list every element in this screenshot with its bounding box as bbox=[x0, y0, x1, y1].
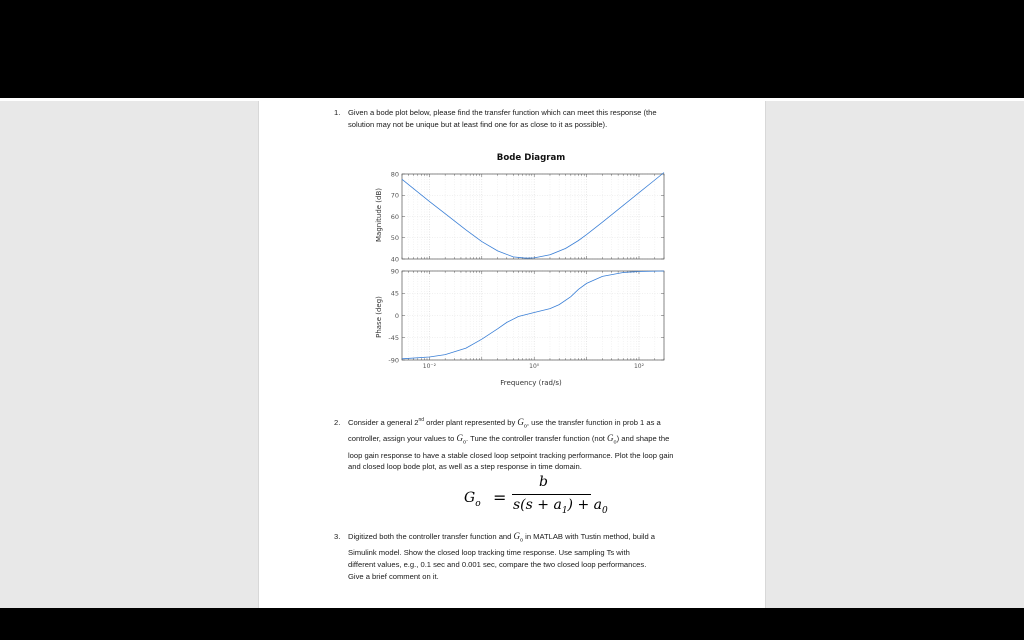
phase-ytick-label: 0 bbox=[394, 311, 399, 320]
magnitude-ytick-label: 80 bbox=[390, 170, 399, 179]
question-line: loop gain response to have a stable closed loop setpoint tracking performance. Plot the loop gain bbox=[348, 450, 674, 460]
question-line: Simulink model. Show the closed loop tracking time response. Use sampling Ts with bbox=[348, 548, 630, 558]
magnitude-ytick-label: 40 bbox=[390, 255, 399, 264]
phase-axes bbox=[388, 267, 664, 370]
magnitude-ylabel: Magnitude (dB) bbox=[375, 187, 383, 243]
plant-transfer-function bbox=[459, 474, 609, 518]
formula-equals: = bbox=[493, 488, 507, 507]
question-line: Give a brief comment on it. bbox=[348, 571, 439, 581]
question-line: Consider a general 2nd order plant represented by $G_o$, use the transfer function in prob 1 as a bbox=[348, 417, 661, 430]
phase-ytick-label: 90 bbox=[390, 267, 399, 276]
phase-ytick-label: -90 bbox=[388, 356, 399, 365]
question-line: and closed loop bode plot, as well as a step response in time domain. bbox=[348, 462, 582, 472]
question-line: Given a bode plot below, please find the transfer function which can meet this response (the bbox=[348, 108, 657, 117]
magnitude-ytick-label: 60 bbox=[390, 212, 399, 221]
formula-denominator: $s(s + a_1) + a_0$ bbox=[513, 497, 608, 516]
bode-diagram bbox=[259, 147, 765, 397]
question-number: 1. bbox=[334, 108, 341, 117]
bottom-black-bar bbox=[0, 608, 1024, 640]
formula-lhs: $G_o$ bbox=[464, 490, 481, 509]
fraction-bar bbox=[512, 494, 591, 495]
document-page[interactable] bbox=[258, 101, 766, 608]
formula-numerator: b bbox=[539, 474, 548, 490]
question-number: 2. bbox=[334, 418, 341, 427]
top-black-bar bbox=[0, 0, 1024, 98]
question-line: different values, e.g., 0.1 sec and 0.001 sec, compare the two closed loop performances. bbox=[348, 560, 647, 570]
question-text bbox=[348, 531, 655, 583]
chart-title: Bode Diagram bbox=[496, 153, 566, 163]
question-line: solution may not be unique but at least find one for as close to it as possible). bbox=[348, 119, 608, 129]
magnitude-axes bbox=[391, 170, 664, 263]
question-text bbox=[348, 107, 657, 131]
question-number: 3. bbox=[334, 532, 341, 541]
question-line: controller, assign your values to $G_o$. Tune the controller transfer function (not $G_o$) and shape the bbox=[348, 433, 670, 446]
magnitude-ytick-label: 50 bbox=[390, 234, 399, 243]
chart-xlabel: Frequency (rad/s) bbox=[500, 379, 562, 387]
phase-ytick-label: -45 bbox=[388, 334, 399, 343]
x-tick-label: 10² bbox=[633, 363, 645, 370]
phase-ytick-label: 45 bbox=[390, 289, 399, 298]
x-tick-label: 10⁻² bbox=[422, 363, 437, 370]
x-tick-label: 10⁰ bbox=[529, 363, 540, 370]
question-line: Digitized both the controller transfer function and $G_o$ in MATLAB with Tustin method, build a bbox=[348, 531, 655, 544]
question-text bbox=[348, 417, 673, 473]
phase-ylabel: Phase (deg) bbox=[375, 296, 383, 338]
magnitude-ytick-label: 70 bbox=[390, 191, 399, 200]
